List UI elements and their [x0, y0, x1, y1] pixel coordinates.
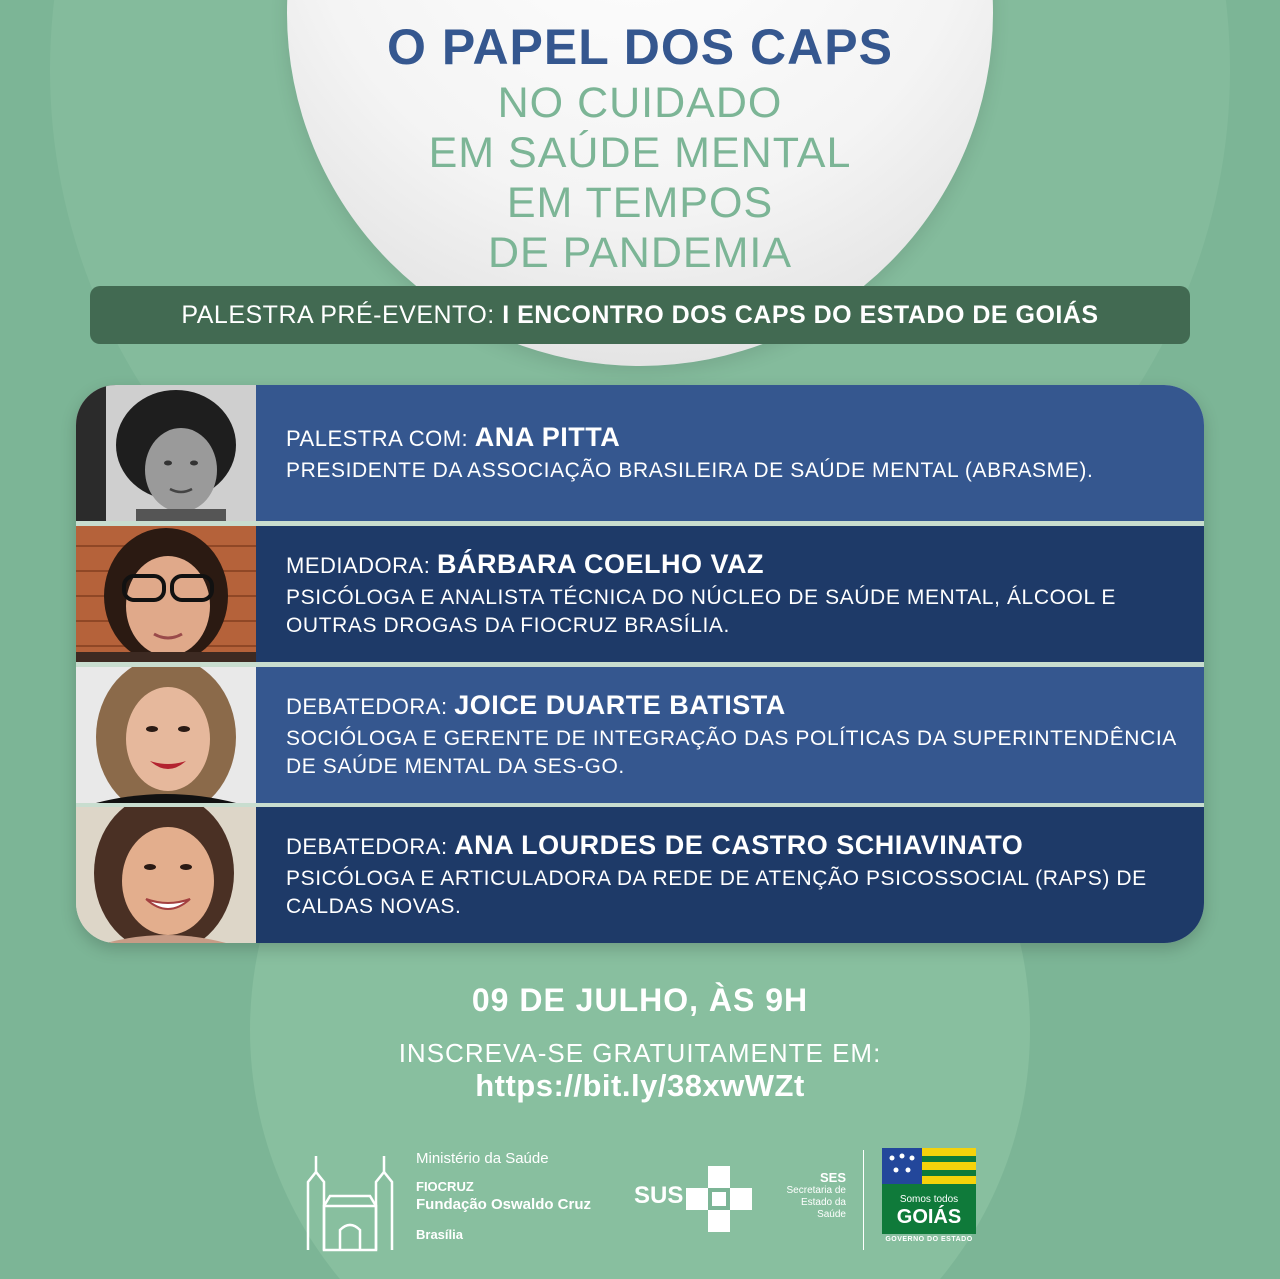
- speaker-info: [256, 667, 1204, 803]
- event-date: 09 DE JULHO, ÀS 9H: [471, 982, 809, 1018]
- speaker-photo: [76, 526, 256, 662]
- speaker-info: [256, 385, 1204, 521]
- speaker-name: ANA LOURDES DE CASTRO SCHIAVINATO: [454, 829, 1024, 860]
- speaker-photo: [76, 667, 256, 803]
- fiocruz-text: [416, 1150, 591, 1242]
- fiocruz-castle-icon: [304, 1146, 396, 1257]
- speaker-description: PSICÓLOGA E ANALISTA TÉCNICA DO NÚCLEO DE SAÚDE MENTAL, ÁLCOOL E OUTRAS DROGAS DA FIOCRUZ BRASÍLIA.: [286, 585, 1117, 637]
- speaker-role: MEDIADORA:: [286, 552, 437, 578]
- banner-prefix: PALESTRA PRÉ-EVENTO:: [181, 300, 503, 329]
- event-banner: [90, 286, 1190, 344]
- logo-divider: [863, 1150, 864, 1250]
- sus-cross-icon: [686, 1166, 752, 1237]
- title-line-2: EM SAÚDE MENTAL: [428, 129, 852, 177]
- brasilia-label: Brasília: [416, 1227, 463, 1242]
- ministry-label: Ministério da Saúde: [416, 1150, 549, 1167]
- speaker-photo: [76, 385, 256, 521]
- speaker-role: DEBATEDORA:: [286, 693, 455, 719]
- speaker-photo: [76, 807, 256, 943]
- speaker-role: DEBATEDORA:: [286, 833, 455, 859]
- footer-logos: [0, 1140, 1280, 1260]
- speaker-name: ANA PITTA: [474, 421, 621, 452]
- ses-subtitle: Secretaria de Estado da Saúde: [786, 1185, 846, 1220]
- title-line-3: EM TEMPOS: [506, 179, 774, 227]
- speakers-card: [76, 385, 1204, 943]
- speaker-info: [256, 807, 1204, 943]
- speaker-description: PSICÓLOGA E ARTICULADORA DA REDE DE ATENÇÃO PSICOSSOCIAL (RAPS) DE CALDAS NOVAS.: [286, 866, 1147, 918]
- goias-flag-icon: [882, 1148, 976, 1234]
- speaker-row: [76, 385, 1204, 521]
- title-line-1: NO CUIDADO: [497, 79, 783, 127]
- speaker-description: SOCIÓLOGA E GERENTE DE INTEGRAÇÃO DAS POLÍTICAS DA SUPERINTENDÊNCIA DE SAÚDE MENTAL DA SES-GO.: [286, 726, 1176, 778]
- speaker-row: [76, 667, 1204, 803]
- speaker-row: [76, 807, 1204, 943]
- speaker-info: [256, 526, 1204, 662]
- ses-title: SES: [819, 1170, 846, 1185]
- goias-big-label: GOIÁS: [896, 1206, 962, 1228]
- sus-label: SUS: [634, 1182, 684, 1209]
- ses-logo: [770, 1170, 846, 1221]
- title-line-4: DE PANDEMIA: [487, 229, 793, 277]
- signup-text: INSCREVA-SE GRATUITAMENTE EM:: [398, 1038, 882, 1068]
- fiocruz-full-label: Fundação Oswaldo Cruz: [416, 1196, 592, 1213]
- signup-link[interactable]: https://bit.ly/38xwWZt: [475, 1068, 805, 1103]
- fiocruz-label: FIOCRUZ: [416, 1179, 474, 1194]
- speaker-role: PALESTRA COM:: [286, 425, 475, 451]
- goias-government-label: GOVERNO DO ESTADO: [885, 1236, 973, 1243]
- speaker-name: JOICE DUARTE BATISTA: [454, 689, 786, 720]
- page-title: O PAPEL DOS CAPS: [387, 19, 893, 75]
- speaker-description: PRESIDENTE DA ASSOCIAÇÃO BRASILEIRA DE SAÚDE MENTAL (ABRASME).: [286, 458, 1094, 482]
- speaker-row: [76, 526, 1204, 662]
- goias-small-label: Somos todos: [899, 1194, 959, 1205]
- speaker-name: BÁRBARA COELHO VAZ: [436, 548, 764, 579]
- banner-highlight: I ENCONTRO DOS CAPS DO ESTADO DE GOIÁS: [502, 300, 1099, 329]
